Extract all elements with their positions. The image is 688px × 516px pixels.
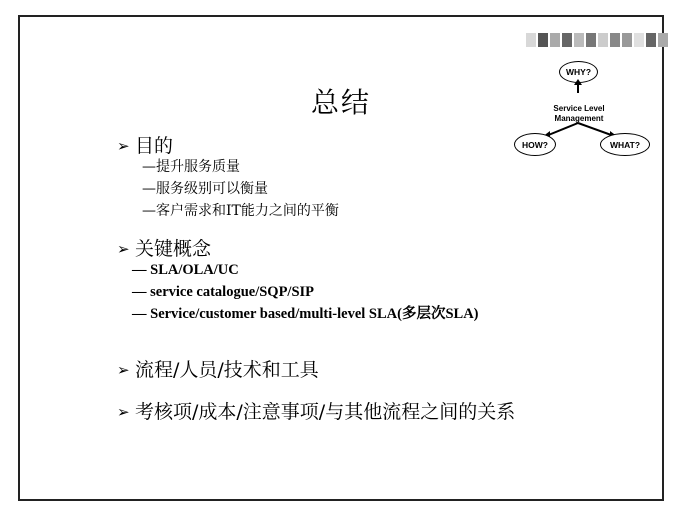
- slm-diagram: [510, 33, 670, 163]
- list-item: — SLA/OLA/UC: [132, 262, 239, 278]
- key-concepts-list: [132, 259, 479, 325]
- why-node: WHY?: [559, 61, 598, 83]
- arrow-bullet-icon: ➢: [117, 403, 130, 421]
- bullet-assessment: ➢ 考核项/成本/注意事项/与其他流程之间的关系: [117, 401, 516, 423]
- slide: [18, 15, 664, 501]
- bullet-purpose: ➢ 目的: [117, 135, 174, 157]
- arrow-bullet-icon: ➢: [117, 240, 130, 258]
- list-item: —服务级别可以衡量: [142, 181, 268, 197]
- list-item: — service catalogue/SQP/SIP: [132, 284, 315, 300]
- arrow-bullet-icon: ➢: [117, 137, 130, 155]
- list-item: —客户需求和IT能力之间的平衡: [142, 203, 339, 219]
- what-node: WHAT?: [600, 133, 650, 156]
- list-item: — Service/customer based/multi-level SLA(多层次SLA): [132, 306, 479, 322]
- bullet-key-concepts: ➢ 关键概念: [117, 238, 212, 260]
- how-node: HOW?: [514, 133, 556, 156]
- bullet-process-people: ➢ 流程/人员/技术和工具: [117, 359, 319, 381]
- list-item: —提升服务质量: [142, 159, 240, 175]
- arrow-bullet-icon: ➢: [117, 361, 130, 379]
- purpose-list: [142, 156, 339, 222]
- slm-label: Service Level Management: [553, 104, 605, 123]
- slide-title: 总结: [310, 86, 371, 119]
